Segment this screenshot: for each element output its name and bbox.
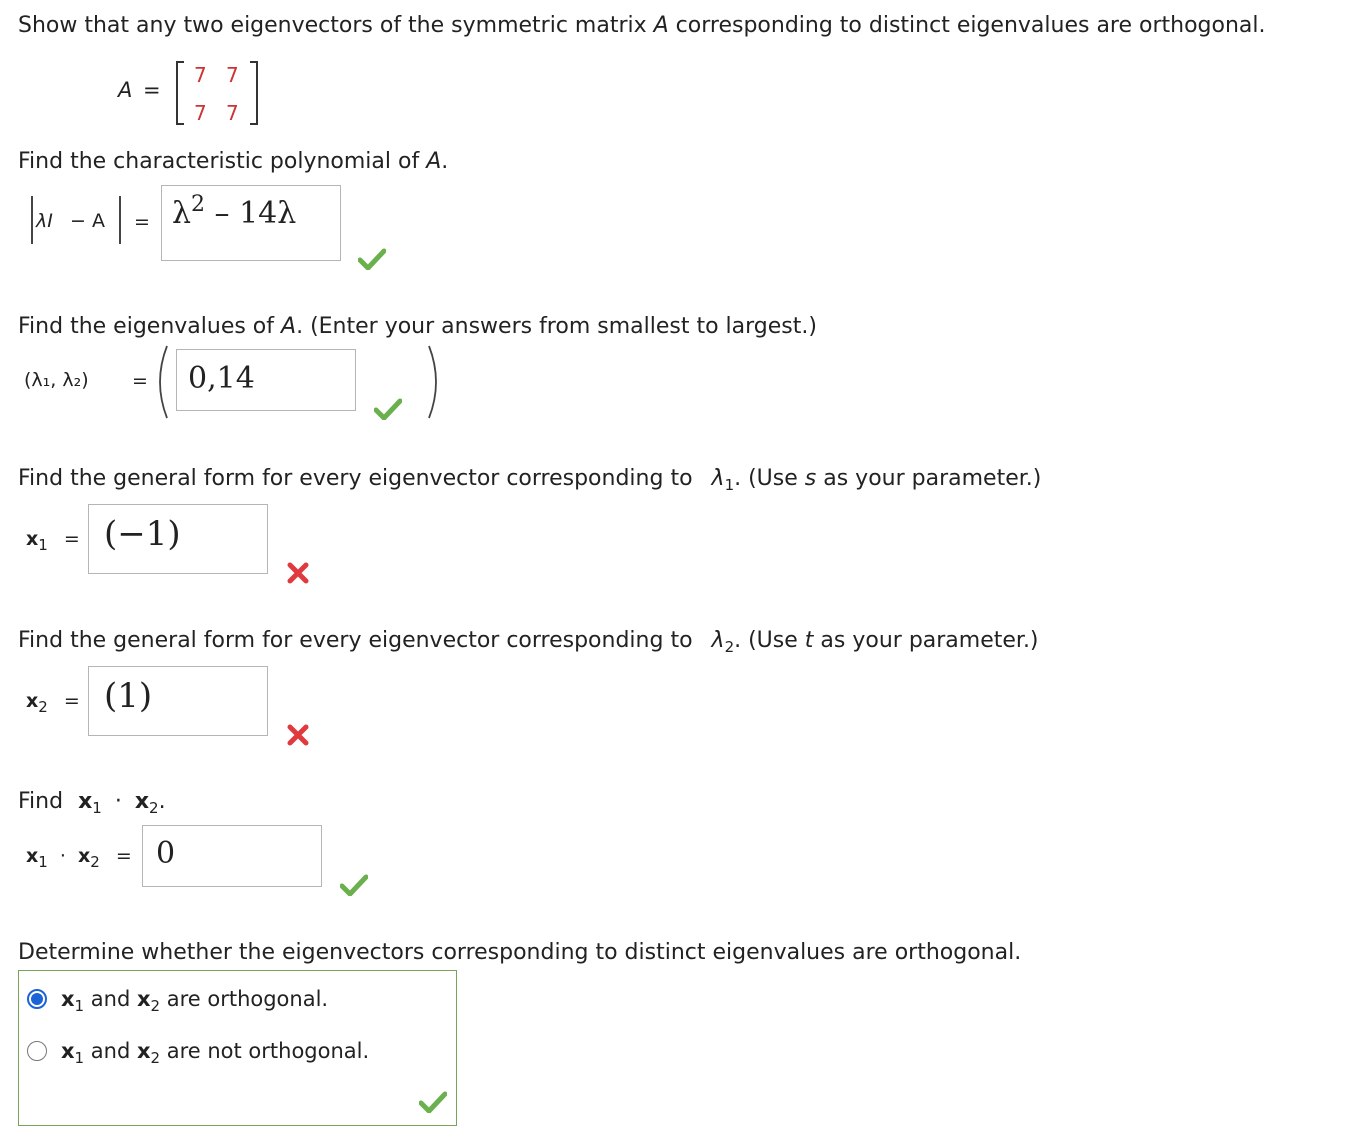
minus-a: − A: [70, 210, 105, 232]
char-poly-answer: $\lambda^2 - 14\lambda$: [172, 192, 297, 231]
x2-cross-icon: [286, 723, 310, 747]
eigenvalues-prompt: Find the eigenvalues of A. (Enter your answers from smallest to largest.): [18, 314, 817, 339]
char-poly-equals: =: [134, 211, 150, 233]
problem-statement: Show that any two eigenvectors of the symmetric matrix A corresponding to distinct eigenvalues are orthogonal.: [18, 13, 1266, 38]
x2-label: $x_2$ =: [26, 690, 80, 716]
lambda-i: λI: [36, 210, 53, 232]
matrix-entry-21: 7: [194, 101, 207, 125]
eigenvalues-right-paren: [426, 344, 446, 420]
det-bar-left: [31, 196, 33, 244]
char-poly-check-icon: [358, 248, 386, 270]
option-orthogonal[interactable]: [25, 987, 445, 1017]
option-not-orthogonal-label: $x_1$ and $x_2$ are not orthogonal.: [61, 1039, 370, 1067]
eigenvalues-left-paren: [150, 344, 170, 420]
orthogonal-prompt: Determine whether the eigenvectors corresponding to distinct eigenvalues are orthogonal.: [18, 940, 1022, 965]
matrix-entry-12: 7: [226, 63, 239, 87]
eigenvalues-lhs: (λ₁, λ₂): [24, 369, 89, 391]
x1-prompt: Find the general form for every eigenvector corresponding to $\lambda_1$. (Use s as your parameter.): [18, 466, 1042, 494]
x2-answer: (1): [104, 676, 153, 716]
det-bar-right: [119, 196, 121, 244]
x1-label: $x_1$ =: [26, 528, 80, 554]
dot-label: $x_1 \cdot x_2$ =: [26, 845, 132, 871]
matrix-label: A: [118, 78, 133, 102]
x1-cross-icon: [286, 561, 310, 585]
eigenvalues-equals: =: [132, 370, 148, 392]
eigenvalues-answer: 0,14: [188, 361, 255, 396]
dot-answer: 0: [156, 836, 176, 871]
eigenvalues-check-icon: [374, 398, 402, 420]
matrix-left-bracket: [174, 60, 186, 126]
option-orthogonal-label: $x_1$ and $x_2$ are orthogonal.: [61, 987, 329, 1015]
x1-answer: (−1): [104, 514, 181, 554]
matrix-entry-11: 7: [194, 63, 207, 87]
radio-orthogonal[interactable]: [27, 989, 47, 1009]
char-poly-prompt: Find the characteristic polynomial of A.: [18, 149, 449, 174]
dot-prompt: Find $x_1 \cdot x_2$.: [18, 789, 166, 817]
matrix-equals: =: [143, 78, 161, 102]
dot-check-icon: [340, 874, 368, 896]
radio-not-orthogonal[interactable]: [27, 1041, 47, 1061]
matrix-right-bracket: [248, 60, 260, 126]
orthogonal-check-icon: [419, 1091, 447, 1113]
x2-prompt: Find the general form for every eigenvector corresponding to $\lambda_2$. (Use t as your parameter.): [18, 628, 1039, 656]
option-not-orthogonal[interactable]: [25, 1039, 445, 1069]
orthogonal-options-group: [18, 970, 457, 1126]
matrix-entry-22: 7: [226, 101, 239, 125]
